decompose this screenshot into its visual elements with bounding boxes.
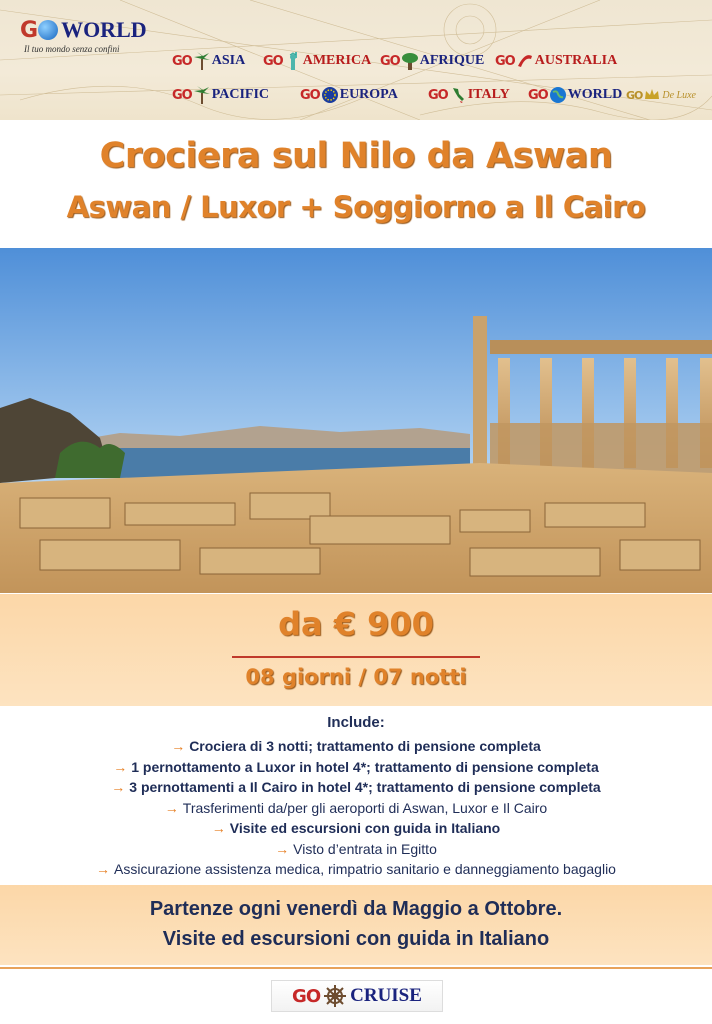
logo-go-america [263,50,371,72]
logo-go-pacific [172,84,269,106]
arrow-right-icon: → [111,779,126,795]
logo-name: WORLD [567,87,623,102]
globe-icon [38,20,58,40]
logo-name: EUROPA [339,87,398,102]
list-item-text: Visite ed escursioni con guida in Italiano [229,820,501,836]
logo-go-text: GO [528,87,548,103]
page-title: Crociera sul Nilo da Aswan [99,136,613,176]
list-item-text: 1 pernottamento a Luxor in hotel 4*; trattamento di pensione completa [131,758,599,775]
logo-go-de-luxe [626,84,696,106]
list-item [0,757,712,778]
cruise-name: CRUISE [350,985,422,1006]
page-subtitle: Aswan / Luxor + Soggiorno a Il Cairo [66,190,646,224]
brand-tagline: Il tuo mondo senza confini [24,44,120,54]
footer-divider [0,967,712,969]
baobab-tree-icon [401,52,419,70]
ship-wheel-icon [323,984,347,1008]
list-item [0,859,712,880]
includes-list [0,736,712,880]
includes-heading: Include: [327,714,385,731]
logo-go-text: GO [172,87,192,103]
logo-go-text: GO [428,87,448,103]
philae-temple-photo [0,248,712,593]
list-item [0,798,712,819]
list-item-text: Crociera di 3 notti; trattamento di pensione completa [189,738,541,754]
cruise-go-text: GO [292,985,321,1007]
list-item [0,736,712,757]
logo-go-europa [300,84,398,106]
logo-go-text: GO [380,53,400,69]
departures-line-2: Visite ed escursioni con guida in Italiano [162,928,550,950]
list-item-text: 3 pernottamenti a Il Cairo in hotel 4*; trattamento di pensione completa [129,779,601,795]
palm-tree-icon [193,86,211,104]
arrow-right-icon: → [275,840,290,857]
trip-duration: 08 giorni / 07 notti [245,665,467,689]
logo-go-asia [172,50,245,72]
logo-name: De Luxe [662,89,696,101]
list-item-text: Visto d’entrata in Egitto [293,840,437,857]
logo-go-world [528,84,622,106]
logo-go-text: GO [626,88,643,102]
logo-name: ASIA [211,53,246,68]
list-item [0,818,712,839]
globe-icon [549,86,567,104]
go-cruise-logo [271,980,443,1012]
logo-go-italy [428,84,510,106]
logo-go-text: GO [263,53,283,69]
departures-panel [0,885,712,965]
palm-tree-icon [193,52,211,70]
logo-go-afrique [380,50,484,72]
logo-name: ITALY [467,87,510,102]
price-divider [232,656,480,658]
crown-icon [643,86,661,104]
departures-line-1: Partenze ogni venerdì da Maggio a Ottobre. [149,898,563,920]
logo-name: PACIFIC [211,87,270,102]
price-label: da € 900 [278,605,434,643]
brand-go: G [20,17,38,43]
arrow-right-icon: → [164,799,179,816]
goworld-logo [20,14,147,54]
logo-name: AUSTRALIA [534,53,618,68]
logo-name: AMERICA [302,53,372,68]
logo-go-text: GO [495,53,515,69]
logo-go-text: GO [172,53,192,69]
arrow-right-icon: → [96,861,111,877]
statue-of-liberty-icon [284,52,302,70]
brand-word: WORLD [61,17,147,42]
italy-map-icon [449,86,467,104]
boomerang-icon [516,52,534,70]
arrow-right-icon: → [171,738,186,754]
list-item-text: Assicurazione assistenza medica, rimpatrio sanitario e danneggiamento bagaglio [114,861,616,877]
logo-name: AFRIQUE [419,53,485,68]
list-item-text: Trasferimenti da/per gli aeroporti di Aswan, Luxor e Il Cairo [182,799,548,816]
list-item [0,777,712,798]
arrow-right-icon: → [113,758,128,775]
header-banner [0,0,712,120]
eu-flag-icon [321,86,339,104]
logo-go-australia [495,50,617,72]
logo-go-text: GO [300,87,320,103]
list-item [0,839,712,860]
arrow-right-icon: → [211,820,226,836]
